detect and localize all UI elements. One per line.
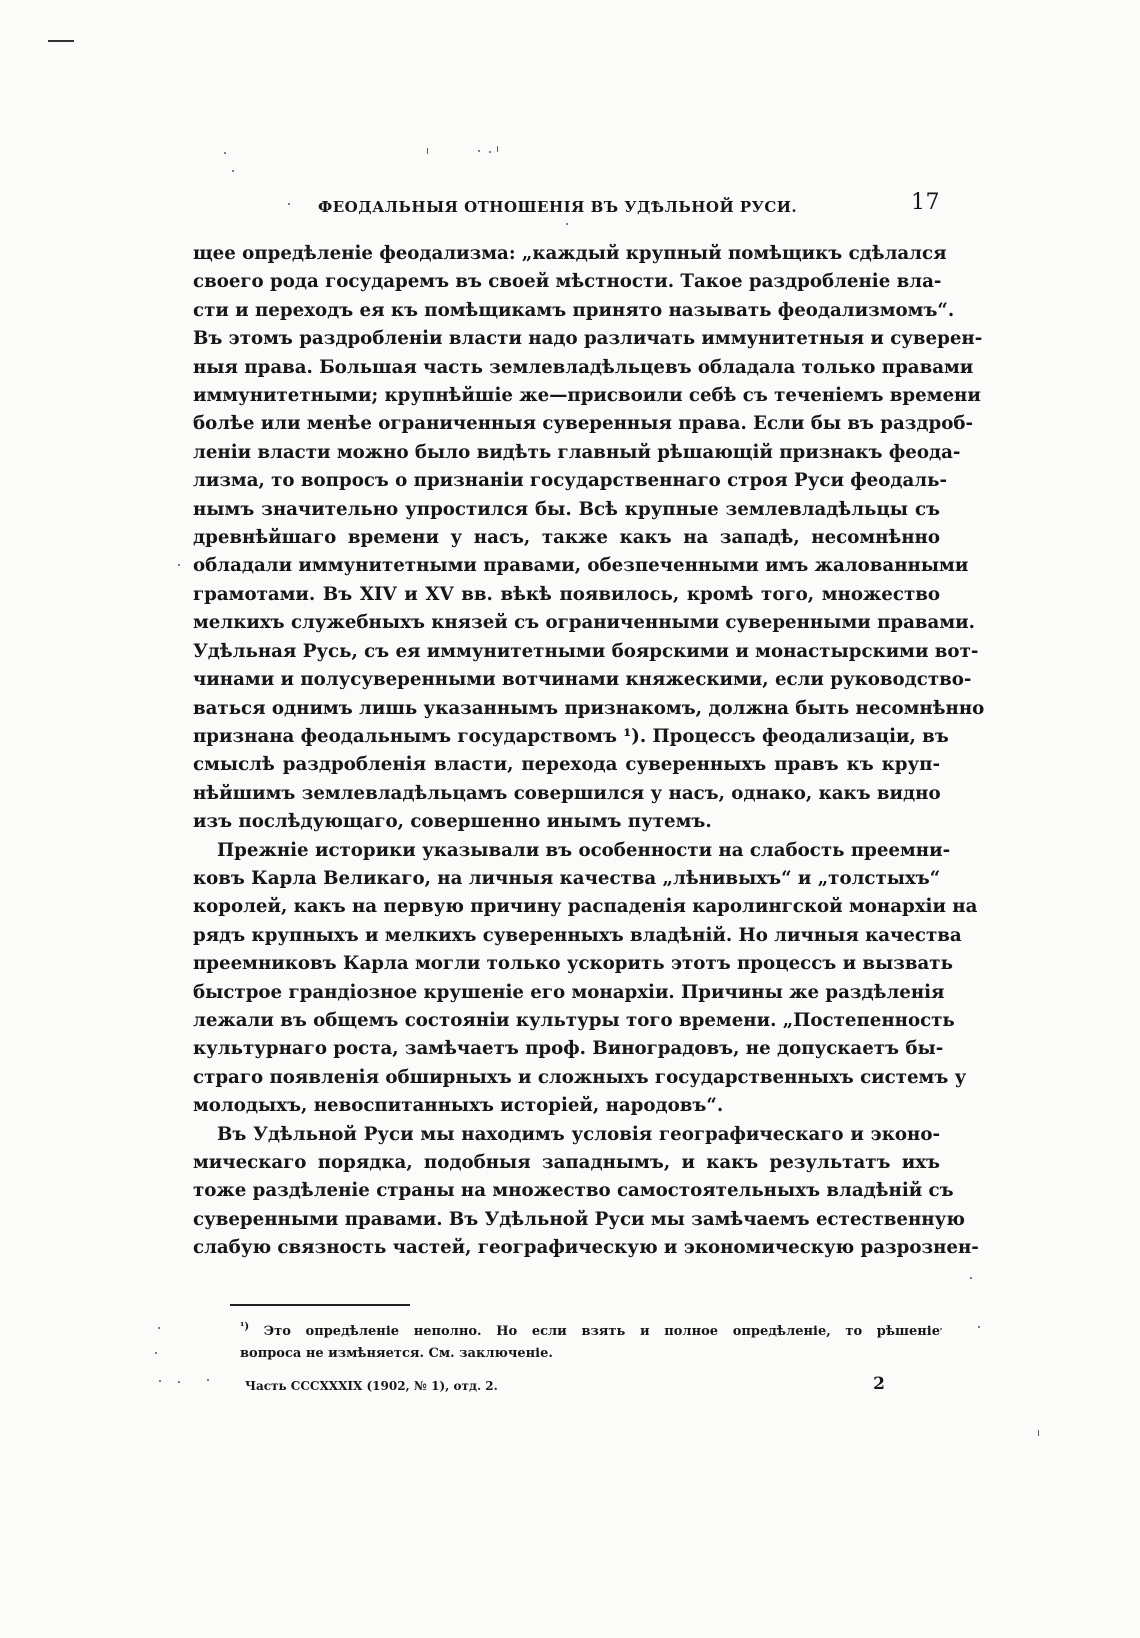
footnote-line: вопроса не измѣняется. См. заключеніе. — [240, 1346, 553, 1361]
sheet-number: 2 — [873, 1374, 885, 1394]
scan-speck — [178, 1381, 180, 1383]
text-line: Въ этомъ раздробленіи власти надо различать иммунитетныя и суверен- — [193, 328, 983, 350]
text-line: тоже раздѣленіе страны на множество самостоятельныхъ владѣній съ — [193, 1180, 954, 1202]
text-line: болѣе или менѣе ограниченныя суверенныя права. Если бы въ раздроб- — [193, 413, 974, 435]
text-line: леніи власти можно было видѣть главный рѣшающій признакъ феода- — [193, 441, 961, 463]
text-line: королей, какъ на первую причину распаденія каролингской монархіи на — [193, 896, 978, 918]
text-line: щее опредѣленіе феодализма: „каждый крупный помѣщикъ сдѣлался — [193, 243, 947, 264]
footnote-line — [240, 1321, 940, 1343]
paragraph — [193, 240, 985, 837]
printer-signature — [245, 1374, 940, 1405]
scan-speck — [940, 1328, 942, 1330]
text-line: слабую связность частей, географическую и экономическую разрознен- — [193, 1237, 979, 1259]
text-line: лежали въ общемъ состояніи культуры того времени. „Постепенность — [193, 1009, 955, 1031]
text-line: культурнаго роста, замѣчаетъ проф. Виноградовъ, не допускаетъ бы- — [193, 1038, 944, 1060]
text-line: рядъ крупныхъ и мелкихъ суверенныхъ владѣній. Но личныя качества — [193, 924, 962, 946]
text-line: ковъ Карла Великаго, на личныя качества „лѣнивыхъ“ и „толстыхъ“ — [193, 867, 941, 889]
page-number: 17 — [911, 190, 940, 215]
text-line: древнѣйшаго времени у насъ, также какъ на западѣ, несомнѣнно — [193, 527, 940, 549]
footnote-divider — [230, 1304, 410, 1306]
running-title: ФЕОДАЛЬНЫЯ ОТНОШЕНІЯ ВЪ УДѢЛЬНОЙ РУСИ. — [318, 198, 798, 216]
text-line: признана феодальнымъ государствомъ ¹). Процессъ феодализаціи, въ — [193, 725, 949, 747]
scan-speck — [566, 223, 568, 225]
text-line: обладали иммунитетными правами, обезпеченными имъ жалованными — [193, 555, 969, 577]
footnote — [240, 1321, 940, 1365]
paragraph — [193, 1121, 979, 1263]
text-line: нымъ значительно упростился бы. Всѣ крупные землевладѣльцы съ — [193, 498, 940, 520]
text-line: грамотами. Въ XIV и XV вв. вѣкѣ появилось, кромѣ того, множество — [193, 583, 940, 605]
text-line: лизма, то вопросъ о признаніи государственнаго строя Руси феодаль- — [193, 470, 947, 492]
text-line: мическаго порядка, подобныя западнымъ, и какъ результатъ ихъ — [193, 1152, 940, 1173]
scan-speck — [427, 148, 428, 154]
scan-speck — [970, 1277, 972, 1279]
text-line: страго появленія обширныхъ и сложныхъ государственныхъ системъ у — [193, 1066, 967, 1088]
scan-speck — [207, 1379, 209, 1381]
text-line: Прежніе историки указывали въ особенности на слабость преемни- — [217, 839, 951, 861]
text-line: сти и переходъ ея къ помѣщикамъ принято называть феодализмомъ“. — [193, 299, 955, 321]
text-line: мелкихъ служебныхъ князей съ ограниченными суверенными правами. — [193, 612, 975, 634]
scan-edge-mark — [48, 40, 74, 42]
scan-speck — [1038, 1430, 1039, 1436]
body-text — [193, 240, 985, 1263]
footnote-marker: ¹) — [240, 1321, 250, 1333]
scan-speck — [478, 150, 480, 152]
text-line: суверенными правами. Въ Удѣльной Руси мы замѣчаемъ естественную — [193, 1208, 965, 1230]
text-line: быстрое грандіозное крушеніе его монархіи. Причины же раздѣленія — [193, 981, 945, 1003]
scan-speck — [159, 1380, 161, 1382]
scan-speck — [232, 170, 234, 172]
scan-speck — [978, 1326, 980, 1328]
scan-speck — [288, 203, 290, 205]
text-line: нѣйшимъ землевладѣльцамъ совершился у насъ, однако, какъ видно — [193, 782, 941, 804]
text-line: своего рода государемъ въ своей мѣстности. Такое раздробленіе вла- — [193, 271, 942, 293]
text-line: ныя права. Большая часть землевладѣльцевъ обладала только правами — [193, 356, 974, 378]
text-line: ваться однимъ лишь указаннымъ признакомъ, должна быть несомнѣнно — [193, 697, 985, 719]
page-header — [310, 190, 940, 220]
text-line: Удѣльная Русь, съ ея иммунитетными боярскими и монастырскими вот- — [193, 640, 979, 662]
scan-speck — [178, 564, 180, 566]
text-line: чинами и полусуверенными вотчинами княжескими, если руководство- — [193, 669, 972, 691]
text-line: изъ послѣдующаго, совершенно инымъ путемъ. — [193, 811, 712, 833]
text-line: иммунитетными; крупнѣйшіе же—присвоили себѣ съ теченіемъ времени — [193, 385, 981, 407]
scan-speck — [155, 1352, 157, 1354]
scan-speck — [158, 1327, 160, 1329]
text-line: Въ Удѣльной Руси мы находимъ условія географическаго и эконо- — [217, 1123, 940, 1145]
text-line: смыслѣ раздробленія власти, перехода суверенныхъ правъ къ круп- — [193, 754, 940, 776]
scan-speck — [224, 152, 226, 154]
paragraph — [193, 837, 978, 1121]
scan-speck — [497, 146, 498, 152]
signature-text: Часть СCCXXXIX (1902, № 1), отд. 2. — [245, 1379, 498, 1393]
text-line: преемниковъ Карла могли только ускорить этотъ процессъ и вызвать — [193, 953, 953, 975]
footnote-text: Это опредѣленіе неполно. Но если взять и полное опредѣленіе, то рѣшеніе — [263, 1324, 940, 1339]
scan-speck — [489, 151, 491, 153]
text-line: молодыхъ, невоспитанныхъ исторіей, народовъ“. — [193, 1095, 724, 1117]
